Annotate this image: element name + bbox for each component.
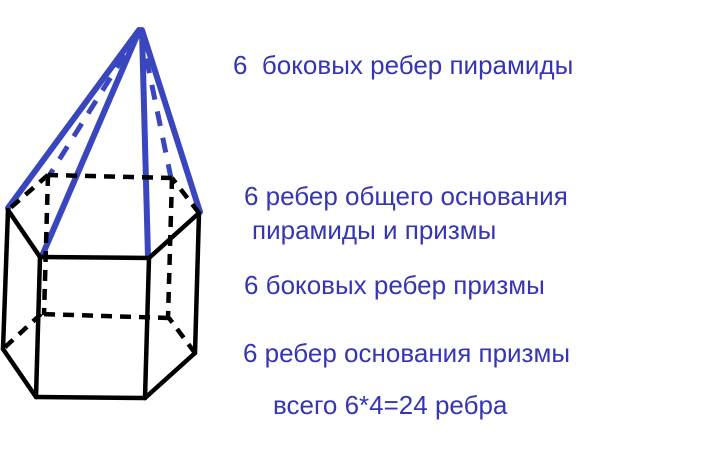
bottom-base-edge-front bbox=[36, 397, 145, 398]
label-common-base-edges-line2: пирамиды и призмы bbox=[252, 215, 497, 245]
prism-side-edge-back-right bbox=[168, 178, 172, 318]
label-total-edges: всего 6*4=24 ребра bbox=[273, 390, 508, 420]
top-base-edge-front bbox=[40, 257, 149, 258]
bottom-base-edge-left-front bbox=[3, 349, 36, 397]
label-prism-base-edges: 6 ребер основания призмы bbox=[243, 338, 571, 368]
label-prism-lateral-edges: 6 боковых ребер призмы bbox=[244, 270, 545, 300]
top-base-edge-right-front bbox=[149, 213, 199, 258]
bottom-base-edge-right-back bbox=[169, 318, 195, 353]
top-base-edge-left-front bbox=[8, 210, 40, 257]
prism-side-edge-right bbox=[195, 213, 199, 353]
pyramid-edge-back-left bbox=[49, 32, 139, 176]
bottom-base-edge-right-front bbox=[145, 353, 195, 398]
label-pyramid-lateral-edges: 6 боковых ребер пирамиды bbox=[233, 50, 574, 80]
label-common-base-edges-line1: 6 ребер общего основания bbox=[244, 181, 568, 211]
prism-side-edge-front-left bbox=[36, 257, 40, 397]
prism-side-edge-left bbox=[3, 210, 8, 349]
top-base-edge-back bbox=[48, 175, 172, 178]
prism-side-edge-front-right bbox=[145, 258, 149, 398]
bottom-base-edge-back bbox=[41, 314, 169, 318]
